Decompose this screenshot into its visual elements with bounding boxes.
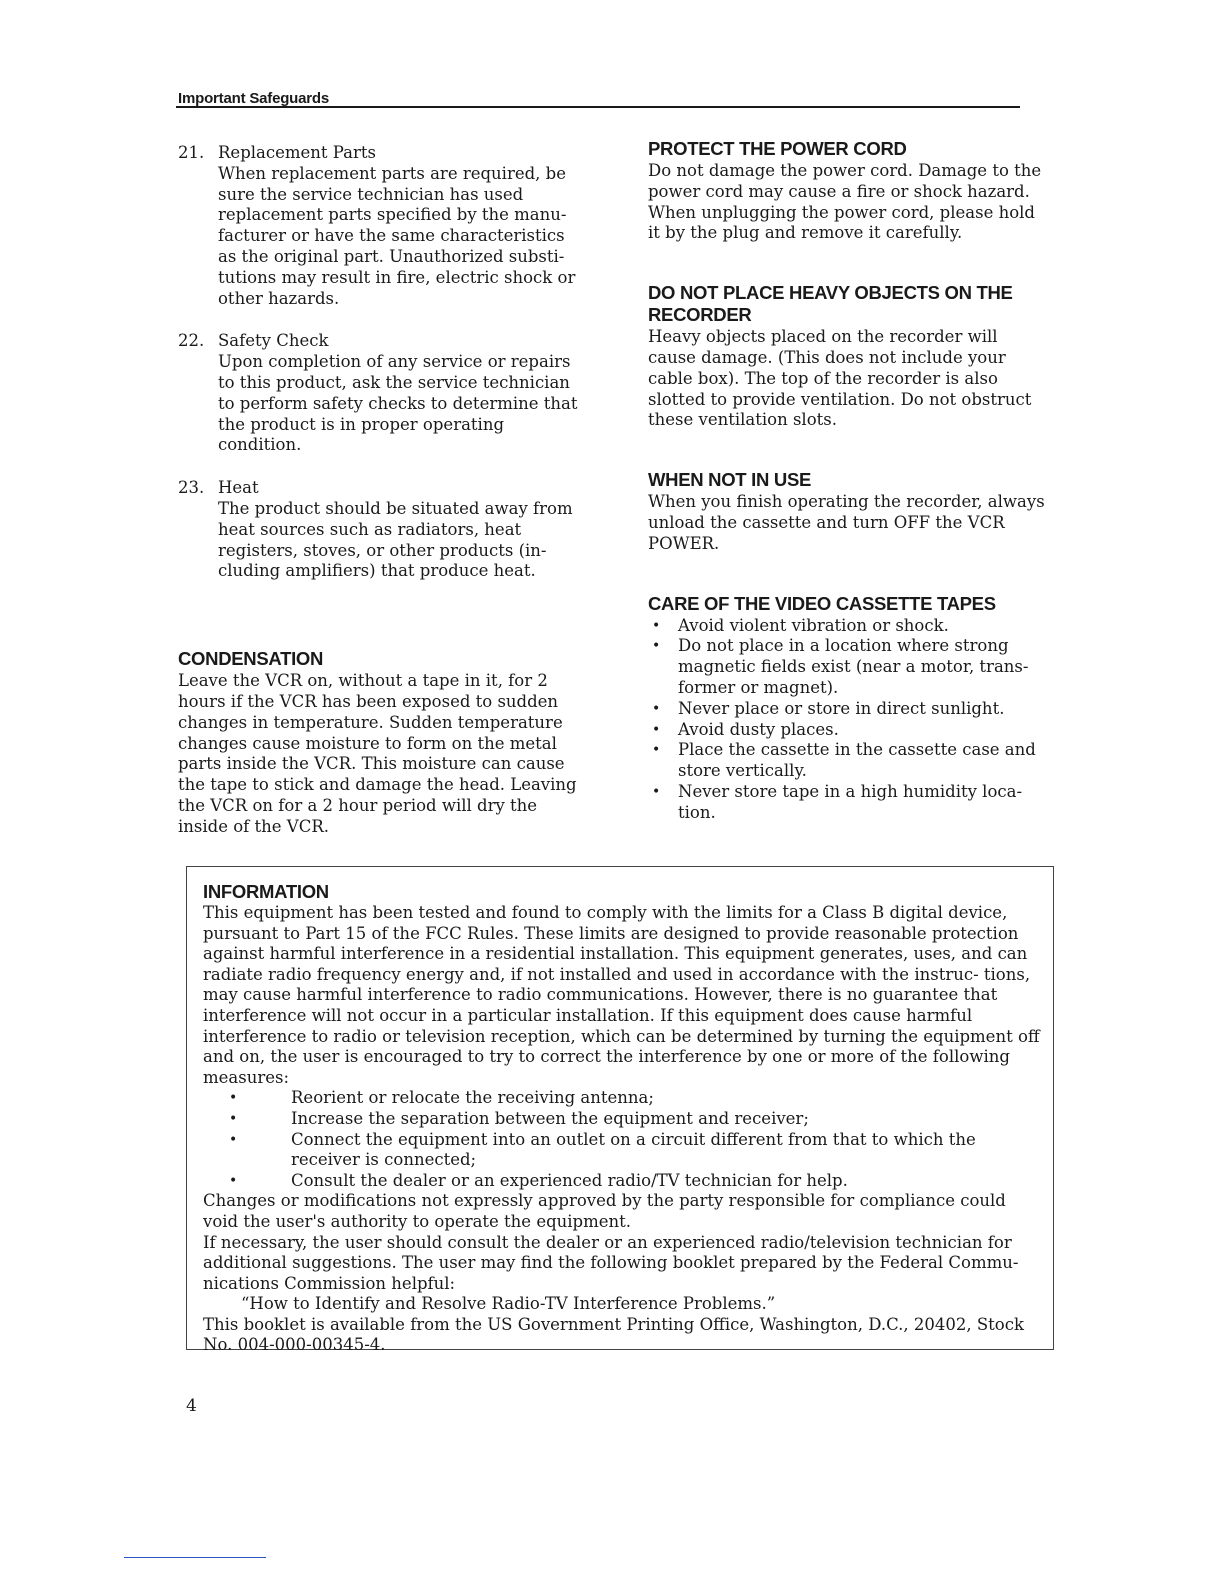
section-header-label: Important Safeguards: [178, 90, 330, 107]
information-heading: INFORMATION: [203, 881, 329, 902]
right-column: [648, 138, 1048, 824]
protect-power-cord-section: [648, 138, 1048, 244]
left-column: [178, 143, 588, 876]
care-tapes-section: [648, 593, 1048, 824]
bullet-icon: •: [229, 1090, 238, 1107]
list-item: • Avoid violent vibration or shock.: [652, 615, 949, 635]
safeguard-item-22: [178, 331, 588, 456]
list-item: • Never place or store in direct sunlight.: [652, 698, 1005, 718]
changes-notice: Changes or modifications not expressly approved by the party responsible for compliance could void the user's authority to operate the equipment.: [203, 1191, 1006, 1231]
section-heading: PROTECT THE POWER CORD: [648, 138, 907, 159]
list-item: • Do not place in a location where strong magnetic fields exist (near a motor, trans- former or magnet).: [652, 636, 1029, 697]
booklet-title: “How to Identify and Resolve Radio-TV Interference Problems.”: [241, 1294, 776, 1314]
section-heading: CARE OF THE VIDEO CASSETTE TAPES: [648, 592, 996, 614]
list-item: • Never store tape in a high humidity loca- tion.: [652, 781, 1023, 822]
bullet-icon: •: [652, 721, 661, 738]
bullet-icon: •: [229, 1110, 238, 1127]
list-item: • Connect the equipment into an outlet on a circuit different from that to which the receiver is connected;: [229, 1129, 976, 1170]
item-body: Upon completion of any service or repairs to this product, ask the service technician to perform safety checks to determine that the product is in proper operating condition.: [218, 352, 578, 455]
list-item: • Place the cassette in the cassette case and store vertically.: [652, 740, 1036, 781]
information-intro: This equipment has been tested and found to comply with the limits for a Class B digital device, pursuant to Part 15 of the FCC Rules. These limits are designed to provide reasonable protection against harmful interference in a residential installation. This equipment generates, uses, and can radiate radio frequency energy and, if not installed and used in accordance with the instruc- tions, may cause harmful interference to radio communications. However, there is no guarantee that interference will not occur in a particular installation. If this equipment does cause harmful interference to radio or television reception, which can be determined by turning the equipment off and on, the user is encouraged to try to correct the interference by one or more of the following measures:: [203, 903, 1040, 1087]
section-heading: CONDENSATION: [178, 648, 324, 670]
item-number: 23.: [178, 478, 205, 498]
list-item: • Reorient or relocate the receiving antenna;: [229, 1088, 654, 1108]
safeguard-item-23: [178, 478, 588, 582]
section-body: When you finish operating the recorder, always unload the cassette and turn OFF the VCR POWER.: [648, 492, 1045, 553]
list-item: • Increase the separation between the equipment and receiver;: [229, 1108, 809, 1128]
list-item: • Avoid dusty places.: [652, 719, 839, 739]
booklet-availability: This booklet is available from the US Government Printing Office, Washington, D.C., 20402, Stock No. 004-000-00345-4.: [203, 1314, 1024, 1355]
bullet-icon: •: [652, 638, 661, 655]
safeguard-item-21: [178, 143, 588, 309]
care-tapes-list: [648, 616, 1048, 824]
bullet-icon: •: [229, 1172, 238, 1189]
section-body: Heavy objects placed on the recorder will cause damage. (This does not include your cable box). The top of the recorder is also slotted to provide ventilation. Do not obstruct these ventilation slots.: [648, 327, 1032, 430]
footer-divider: [124, 1557, 266, 1558]
item-number: 21.: [178, 143, 205, 162]
bullet-icon: •: [652, 700, 661, 717]
item-title: Safety Check: [218, 331, 329, 351]
section-body: Do not damage the power cord. Damage to the power cord may cause a fire or shock hazard. When unplugging the power cord, please hold it by the plug and remove it carefully.: [648, 161, 1042, 243]
item-title: Heat: [218, 478, 259, 498]
information-box: [186, 866, 1054, 1355]
section-heading: DO NOT PLACE HEAVY OBJECTS ON THE RECORDER: [648, 282, 1013, 326]
item-number: 22.: [178, 331, 205, 351]
item-title: Replacement Parts: [218, 143, 376, 162]
item-body: The product should be situated away from heat sources such as radiators, heat registers, stoves, or other products (in- cluding amplifiers) that produce heat.: [218, 498, 573, 581]
section-heading: WHEN NOT IN USE: [648, 469, 812, 491]
consult-notice: If necessary, the user should consult the dealer or an experienced radio/television technician for additional suggestions. The user may find the following booklet prepared by the Federal Commu- nications Commission helpful:: [203, 1232, 1019, 1293]
when-not-in-use-section: [648, 469, 1048, 554]
bullet-icon: •: [229, 1131, 238, 1148]
section-body: Leave the VCR on, without a tape in it, for 2 hours if the VCR has been exposed to sudden changes in temperature. Sudden temperature changes cause moisture to form on the metal parts inside the VCR. This moisture can cause the tape to stick and damage the head. Leaving the VCR on for a 2 hour period will dry the inside of the VCR.: [178, 671, 577, 836]
bullet-icon: •: [652, 617, 661, 634]
bullet-icon: •: [652, 783, 661, 800]
header-divider: [176, 106, 1020, 108]
list-item: • Consult the dealer or an experienced radio/TV technician for help.: [229, 1170, 848, 1190]
page-number: 4: [186, 1396, 197, 1416]
item-body: When replacement parts are required, be sure the service technician has used replacement parts specified by the manu- facturer or have the same characteristics as the original part. Unauthorized substi- tutions may result in fire, electric shock or other hazards.: [218, 163, 576, 308]
condensation-section: [178, 648, 588, 837]
measures-list: [203, 1088, 1041, 1191]
bullet-icon: •: [652, 742, 661, 759]
heavy-objects-section: [648, 282, 1048, 431]
